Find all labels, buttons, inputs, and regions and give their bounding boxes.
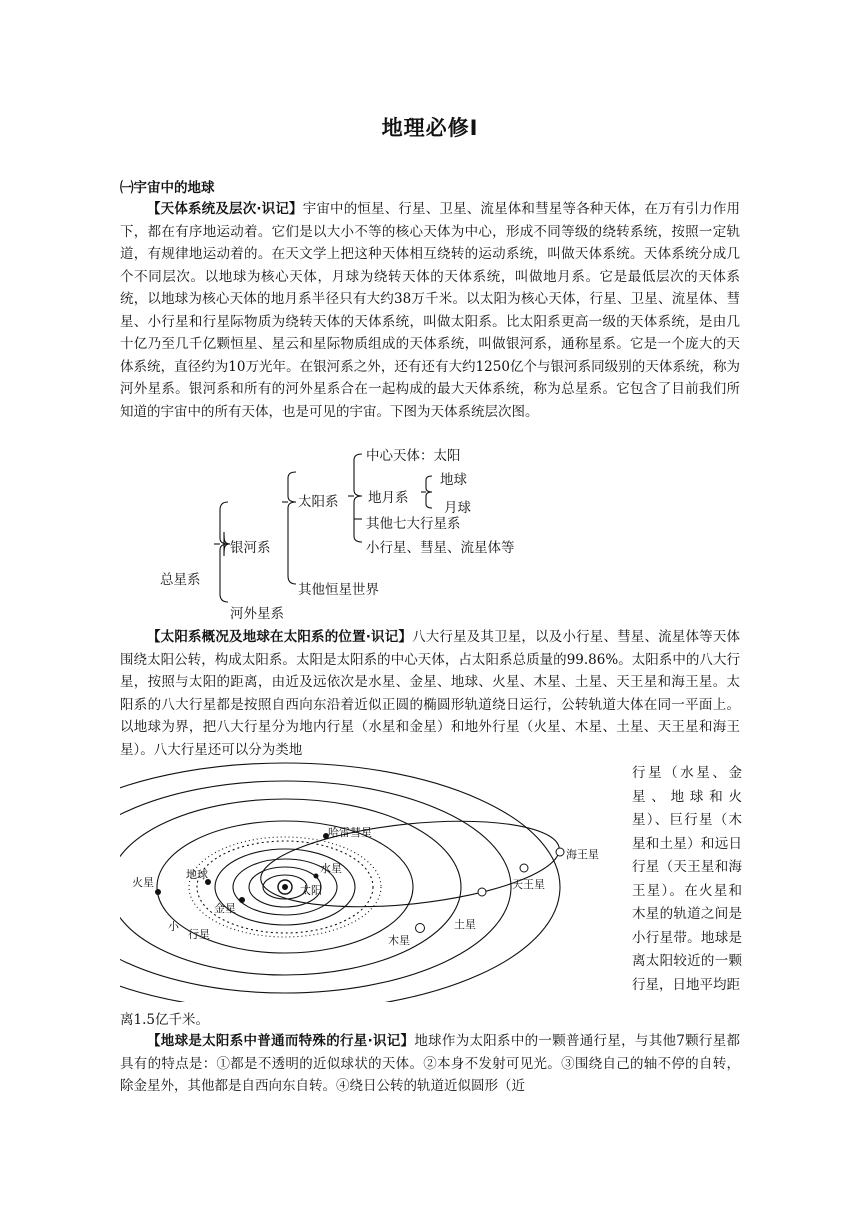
paragraph-heading: 【太阳系概况及地球在太阳系的位置·识记】 bbox=[147, 629, 413, 645]
paragraph-body: 八大行星及其卫星，以及小行星、彗星、流星体等天体围绕太阳公转，构成太阳系。太阳是太阳系的中心天体，占太阳系总质量的99.86%。太阳系中的八大行星，按照与太阳的距离，由近及远依次是水星、金星、地球、火星、木星、土星、天王星和海王星。太阳系的八大行星都是按照自西向东沿着近似正圆的椭圆形轨道绕日运行，公转轨道大体在同一平面上。以地球为界，把八大行星分为地内行星（水星和金星）和地外行星（火星、木星、土星、天王星和海王星）。八大行星还可以分为类地 bbox=[120, 629, 740, 758]
tree-moon: 月球 bbox=[444, 500, 471, 516]
paragraph-heading: 【地球是太阳系中普通而特殊的行星·识记】 bbox=[147, 1033, 415, 1049]
paragraph-solar-system bbox=[120, 626, 740, 761]
tree-small-bodies: 小行星、彗星、流星体等 bbox=[366, 540, 515, 556]
tree-solar-system: 太阳系 bbox=[298, 494, 339, 510]
label-mercury: 水星 bbox=[320, 862, 342, 875]
section-heading: ㈠宇宙中的地球 bbox=[120, 180, 215, 196]
hierarchy-brackets bbox=[120, 444, 740, 624]
label-earth: 地球 bbox=[186, 868, 208, 881]
figure-side-text: 行星（水星、金星、地球和火星）、巨行星（木星和土星）和远日行星（天王星和海王星）。在火星和木星的轨道之间是小行星带。地球是离太阳较近的一颗行星，日地平均距 bbox=[632, 765, 742, 993]
tree-root: 总星系 bbox=[160, 572, 201, 588]
label-venus: 金星 bbox=[214, 902, 236, 915]
tree-earth-moon: 地月系 bbox=[368, 490, 409, 506]
tree-other-planets: 其他七大行星系 bbox=[366, 516, 461, 532]
solar-system-figure bbox=[120, 762, 620, 1002]
tree-center-body: 中心天体：太阳 bbox=[366, 448, 461, 464]
neptune-icon bbox=[556, 848, 564, 856]
celestial-hierarchy-diagram bbox=[120, 444, 740, 624]
label-asteroid: 行星 bbox=[188, 928, 210, 941]
jupiter-icon bbox=[416, 924, 425, 933]
paragraph-celestial-systems bbox=[120, 198, 740, 423]
tree-earth: 地球 bbox=[440, 472, 467, 488]
label-asteroid-small: 小 bbox=[168, 920, 179, 933]
venus-icon bbox=[239, 897, 245, 903]
tree-other-stars: 其他恒星世界 bbox=[298, 582, 379, 598]
paragraph-body: 地球作为太阳系中的一颗普通行星，与其他7颗行星都具有的特点是：①都是不透明的近似球状的天体。②本身不发射可见光。③围绕自己的轴不停的自转，除金星外，其他都是自西向东自转。④绕日公转的轨道近似圆形（近 bbox=[120, 1033, 740, 1094]
label-sun: 太阳 bbox=[300, 884, 322, 897]
label-comet: 哈雷彗星 bbox=[328, 826, 372, 839]
label-neptune: 海王星 bbox=[566, 848, 599, 861]
figure-tail-text: 离1.5亿千米。 bbox=[120, 1012, 209, 1028]
label-uranus: 天王星 bbox=[512, 878, 545, 891]
paragraph-earth-special bbox=[120, 1030, 740, 1098]
tree-extragalactic: 河外星系 bbox=[230, 606, 284, 622]
paragraph-body: 宇宙中的恒星、行星、卫星、流星体和彗星等各种天体，在万有引力作用下，都在有序地运动着。它们是以大小不等的核心天体为中心，形成不同等级的绕转系统，按照一定轨道，有规律地运动着的。在天文学上把这种天体相互绕转的运动系统，叫做天体系统。天体系统分成几个不同层次。以地球为核心天体，月球为绕转天体的天体系统，叫做地月系。它是最低层次的天体系统，以地球为核心天体的地月系半径只有大约38万千米。以太阳为核心天体，行星、卫星、流星体、彗星、小行星和行星际物质为绕转天体的天体系统，叫做太阳系。比太阳系更高一级的天体系统，是由几十亿乃至几千亿颗恒星、星云和星际物质组成的天体系统，叫做银河系，通称星系。它是一个庞大的天体系统，直径约为10万光年。在银河系之外，还有还有大约1250亿个与银河系同级别的天体系统，称为河外星系。银河系和所有的河外星系合在一起构成的最大天体系统，称为总星系。它包含了目前我们所知道的宇宙中的所有天体，也是可见的宇宙。下图为天体系统层次图。 bbox=[120, 201, 740, 420]
mars-icon bbox=[155, 889, 161, 895]
paragraph-heading: 【天体系统及层次·识记】 bbox=[147, 201, 303, 217]
mercury-icon bbox=[314, 874, 319, 879]
label-mars: 火星 bbox=[132, 876, 154, 889]
tree-galaxy: 银河系 bbox=[230, 540, 271, 556]
saturn-icon bbox=[478, 888, 486, 896]
label-jupiter: 木星 bbox=[388, 934, 410, 947]
page-title: 地理必修Ⅰ bbox=[381, 116, 479, 140]
label-saturn: 土星 bbox=[454, 918, 476, 931]
uranus-icon bbox=[520, 864, 528, 872]
